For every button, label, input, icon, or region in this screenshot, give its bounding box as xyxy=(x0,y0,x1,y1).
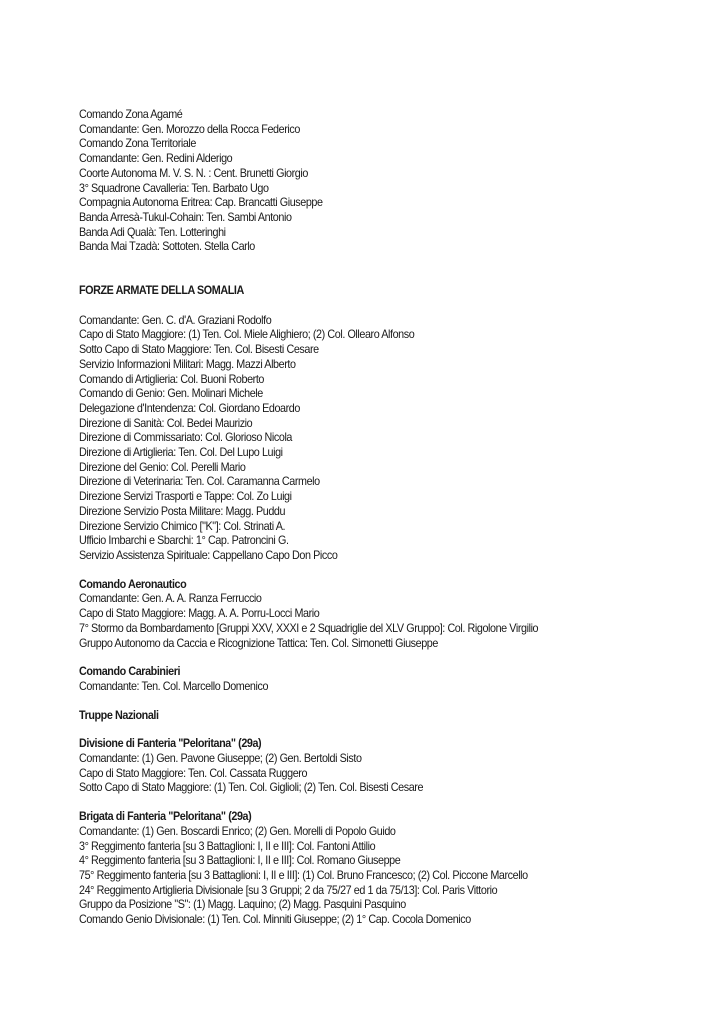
text-line: Direzione di Sanità: Col. Bedei Maurizio xyxy=(79,416,253,430)
text-line: Coorte Autonoma M. V. S. N. : Cent. Brunetti Giorgio xyxy=(79,166,308,180)
spacer xyxy=(79,695,646,709)
zona-agame-section xyxy=(79,108,646,255)
text-line: Gruppo da Posizione "S": (1) Magg. Laquino; (2) Magg. Pasquini Pasquino xyxy=(79,898,406,912)
section-heading: Divisione di Fanteria "Peloritana" (29a) xyxy=(79,737,262,751)
text-line: Comando di Genio: Gen. Molinari Michele xyxy=(79,387,263,401)
text-line: Comandante: Gen. A. A. Ranza Ferruccio xyxy=(79,592,262,606)
spacer xyxy=(79,564,646,578)
section-heading: Comando Carabinieri xyxy=(79,665,181,679)
text-line: Direzione Servizio Chimico ["K"]: Col. Strinati A. xyxy=(79,519,286,533)
aeronautico-section xyxy=(79,578,646,652)
text-line: Servizio Informazioni Militari: Magg. Mazzi Alberto xyxy=(79,357,296,371)
text-line: Capo di Stato Maggiore: Ten. Col. Cassata Ruggero xyxy=(79,766,308,780)
text-line: Capo di Stato Maggiore: Magg. A. A. Porru-Locci Mario xyxy=(79,607,320,621)
document-page xyxy=(79,108,646,928)
text-line: Comando Zona Territoriale xyxy=(79,137,196,151)
spacer xyxy=(79,796,646,810)
section-heading: FORZE ARMATE DELLA SOMALIA xyxy=(79,284,244,298)
text-line: Banda Arresà-Tukul-Cohain: Ten. Sambi Antonio xyxy=(79,210,292,224)
text-line: Direzione di Veterinaria: Ten. Col. Caramanna Carmelo xyxy=(79,475,320,489)
text-line: Direzione Servizi Trasporti e Tappe: Col. Zo Luigi xyxy=(79,490,292,504)
spacer xyxy=(79,299,646,314)
text-line: Banda Adi Qualà: Ten. Lotteringhi xyxy=(79,225,226,239)
text-line: 75° Reggimento fanteria [su 3 Battaglioni: I, II e III]: (1) Col. Bruno Francesco; (2) Col. Piccone Marcello xyxy=(79,868,528,882)
section-heading: Brigata di Fanteria "Peloritana" (29a) xyxy=(79,810,252,824)
text-line: Comandante: (1) Gen. Boscardi Enrico; (2) Gen. Morelli di Popolo Guido xyxy=(79,824,396,838)
brigata-section xyxy=(79,810,646,928)
text-line: 3° Reggimento fanteria [su 3 Battaglioni: I, II e III]: Col. Fantoni Attilio xyxy=(79,839,376,853)
text-line: Comandante: Gen. Redini Alderigo xyxy=(79,152,233,166)
text-line: Sotto Capo di Stato Maggiore: Ten. Col. Bisesti Cesare xyxy=(79,343,319,357)
text-line: Banda Mai Tzadà: Sottoten. Stella Carlo xyxy=(79,240,255,254)
text-line: Comandante: Ten. Col. Marcello Domenico xyxy=(79,679,269,693)
spacer xyxy=(79,651,646,665)
section-heading: Truppe Nazionali xyxy=(79,708,159,722)
text-line: 3° Squadrone Cavalleria: Ten. Barbato Ugo xyxy=(79,181,269,195)
text-line: Direzione di Artiglieria: Ten. Col. Del Lupo Luigi xyxy=(79,446,283,460)
text-line: Delegazione d'Intendenza: Col. Giordano Edoardo xyxy=(79,401,300,415)
text-line: 4° Reggimento fanteria [su 3 Battaglioni: I, II e III]: Col. Romano Giuseppe xyxy=(79,854,401,868)
section-heading: Comando Aeronautico xyxy=(79,577,187,591)
text-line: Direzione del Genio: Col. Perelli Mario xyxy=(79,460,246,474)
text-line: Direzione di Commissariato: Col. Glorioso Nicola xyxy=(79,431,293,445)
text-line: Comando Zona Agamé xyxy=(79,108,183,121)
text-line: Comando di Artiglieria: Col. Buoni Roberto xyxy=(79,372,264,386)
text-line: 7° Stormo da Bombardamento [Gruppi XXV, XXXI e 2 Squadriglie del XLV Gruppo]: Col. Rigolone Virgilio xyxy=(79,621,539,635)
spacer xyxy=(79,723,646,737)
text-line: Servizio Assistenza Spirituale: Cappellano Capo Don Picco xyxy=(79,548,338,562)
text-line: Comandante: Gen. Morozzo della Rocca Federico xyxy=(79,122,300,136)
text-line: Direzione Servizio Posta Militare: Magg. Puddu xyxy=(79,504,286,518)
text-line: Ufficio Imbarchi e Sbarchi: 1° Cap. Patroncini G. xyxy=(79,534,289,548)
text-line: Compagnia Autonoma Eritrea: Cap. Brancatti Giuseppe xyxy=(79,196,323,210)
text-line: 24° Reggimento Artiglieria Divisionale [su 3 Gruppi; 2 da 75/27 ed 1 da 75/13]: Col. Paris Vittorio xyxy=(79,883,498,897)
truppe-section xyxy=(79,709,646,724)
text-line: Capo di Stato Maggiore: (1) Ten. Col. Miele Alighiero; (2) Col. Ollearo Alfonso xyxy=(79,328,415,342)
text-line: Comandante: Gen. C. d'A. Graziani Rodolfo xyxy=(79,313,272,327)
text-line: Comandante: (1) Gen. Pavone Giuseppe; (2) Gen. Bertoldi Sisto xyxy=(79,752,362,766)
text-line: Sotto Capo di Stato Maggiore: (1) Ten. Col. Giglioli; (2) Ten. Col. Bisesti Cesare xyxy=(79,781,424,795)
text-line: Gruppo Autonomo da Caccia e Ricognizione Tattica: Ten. Col. Simonetti Giuseppe xyxy=(79,636,438,650)
carabinieri-section xyxy=(79,665,646,694)
text-line: Comando Genio Divisionale: (1) Ten. Col. Minniti Giuseppe; (2) 1° Cap. Cocola Domenico xyxy=(79,913,471,927)
divisione-section xyxy=(79,737,646,796)
spacer xyxy=(79,255,646,284)
somalia-section xyxy=(79,284,646,564)
